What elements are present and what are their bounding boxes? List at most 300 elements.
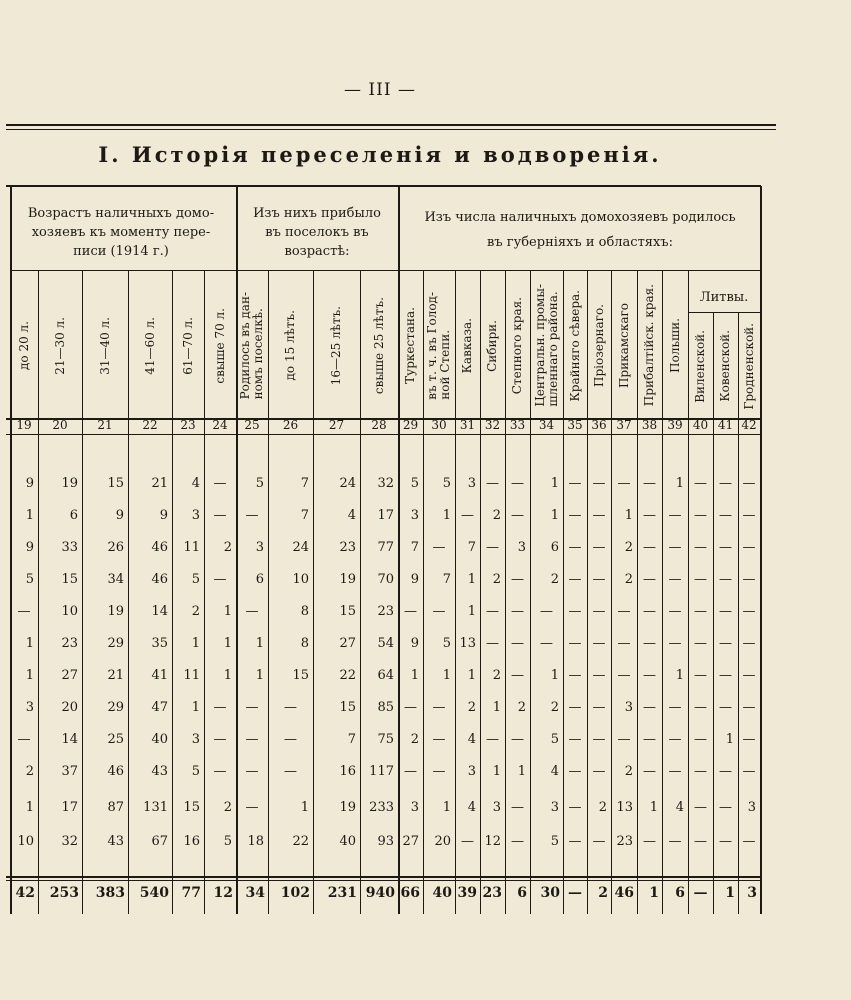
table-cell: — [284, 700, 297, 715]
table-cell: 14 [151, 604, 168, 619]
table-cell: — [694, 508, 707, 523]
total-cell: 102 [280, 885, 310, 901]
table-cell: 1 [442, 800, 451, 815]
table-cell: 2 [598, 800, 607, 815]
table-cell: 1 [442, 508, 451, 523]
table-cell: 1 [467, 572, 476, 587]
total-cell: 12 [213, 885, 233, 901]
table-cell: — [668, 508, 682, 523]
table-cell: — [461, 508, 474, 523]
table-cell: 12 [484, 834, 501, 849]
table-cell: — [643, 636, 656, 651]
table-cell: 4 [467, 800, 476, 815]
table-cell: 7 [467, 540, 476, 555]
table-cell: — [643, 540, 656, 555]
table-cell: — [694, 604, 707, 619]
total-cell: 34 [245, 885, 265, 901]
total-cell: 6 [675, 885, 685, 901]
column-header [313, 278, 360, 413]
total-cell: 540 [139, 885, 169, 901]
total-cell: 39 [457, 885, 477, 901]
table-cell: 2 [624, 572, 633, 587]
column-number: 26 [282, 418, 299, 432]
table-cell: 117 [369, 764, 394, 779]
column-header-label: Гродненской. [741, 322, 756, 410]
table-cell: — [694, 800, 707, 815]
total-cell: 1 [725, 885, 735, 901]
table-cell: 23 [616, 834, 633, 849]
table-cell: 3 [517, 540, 526, 555]
table-cell: 16 [339, 764, 356, 779]
total-cell: — [568, 885, 582, 901]
table-cell: — [694, 732, 707, 747]
table-cell: 40 [339, 834, 356, 849]
totals-top-rule [6, 876, 761, 878]
table-cell: — [719, 834, 732, 849]
header-rule [10, 270, 760, 271]
table-cell: — [668, 636, 682, 651]
table-cell: 47 [151, 700, 168, 715]
table-cell: — [17, 604, 31, 619]
table-cell: — [404, 700, 417, 715]
table-cell: 2 [550, 700, 559, 715]
top-rule [6, 124, 776, 126]
table-cell: — [511, 476, 524, 491]
table-cell: 2 [492, 572, 501, 587]
table-cell: 15 [339, 604, 356, 619]
column-header [398, 278, 423, 413]
table-cell: — [742, 508, 756, 523]
column-header-label: 16—25 лѣтъ. [329, 305, 343, 386]
table-cell: 2 [25, 764, 34, 779]
table-cell: — [592, 476, 606, 491]
column-header-label: до 20 л. [16, 321, 31, 370]
table-cell: 13 [459, 636, 476, 651]
born-group-header: Изъ числа наличныхъ домохозяевъ родилось въ губерніяхъ и областяхъ: [424, 210, 736, 250]
total-cell: 77 [181, 885, 201, 901]
table-cell: 19 [339, 800, 356, 815]
table-cell: 1 [25, 668, 34, 683]
table-cell: 64 [377, 668, 394, 683]
table-cell: 43 [151, 764, 168, 779]
table-cell: 2 [191, 604, 200, 619]
column-header-label: 31—40 л. [97, 316, 112, 375]
table-cell: 1 [442, 668, 451, 683]
table-cell: — [568, 700, 582, 715]
table-cell: 4 [191, 476, 200, 491]
column-header-label: Польши. [667, 318, 682, 373]
table-cell: 5 [25, 572, 34, 587]
table-cell: 7 [300, 508, 309, 523]
total-cell: — [693, 885, 708, 901]
table-cell: — [511, 572, 524, 587]
table-cell: — [432, 604, 446, 619]
total-cell: 383 [95, 885, 125, 901]
table-cell: — [668, 604, 682, 619]
table-cell: — [486, 540, 499, 555]
table-cell: 24 [339, 476, 356, 491]
table-cell: 9 [410, 572, 419, 587]
table-cell: — [213, 732, 227, 747]
table-cell: 6 [255, 572, 264, 587]
table-cell: — [643, 604, 656, 619]
table-cell: 4 [347, 508, 356, 523]
table-cell: 2 [223, 800, 232, 815]
table-cell: — [568, 540, 582, 555]
table-cell: 33 [61, 540, 78, 555]
total-cell: 2 [598, 885, 608, 901]
table-cell: 14 [61, 732, 78, 747]
table-cell: 3 [25, 700, 34, 715]
totals-top-rule-thin [6, 880, 761, 881]
table-cell: — [694, 636, 707, 651]
table-cell: 233 [369, 800, 394, 815]
table-cell: — [643, 764, 656, 779]
column-header [505, 278, 530, 413]
table-cell: — [486, 476, 499, 491]
table-cell: — [643, 476, 656, 491]
table-cell: — [694, 476, 707, 491]
table-cell: 5 [410, 476, 419, 491]
table-cell: — [511, 834, 524, 849]
table-cell: 25 [107, 732, 124, 747]
column-number: 23 [180, 418, 196, 432]
total-cell: 42 [15, 885, 35, 901]
table-cell: — [742, 540, 756, 555]
column-header [563, 278, 587, 413]
table-cell: 22 [292, 834, 309, 849]
total-cell: 3 [747, 885, 757, 901]
table-cell: 32 [377, 476, 394, 491]
table-cell: 1 [223, 636, 232, 651]
column-header-label: 21—30 л. [52, 316, 67, 375]
table-cell: 3 [492, 800, 501, 815]
page-number: — III — [344, 80, 416, 100]
table-cell: 15 [183, 800, 200, 815]
column-header-label: Центральн. промы- шленнаго района. [532, 284, 560, 407]
table-cell: — [404, 604, 417, 619]
total-cell: 1 [649, 885, 659, 901]
table-cell: 1 [550, 668, 559, 683]
table-cell: 21 [151, 476, 168, 491]
table-cell: 67 [151, 834, 168, 849]
table-cell: 1 [25, 508, 34, 523]
table-cell: 2 [492, 508, 501, 523]
table-cell: 15 [107, 476, 124, 491]
table-cell: — [568, 834, 582, 849]
column-number: 30 [431, 418, 447, 432]
column-header-label: 41—60 л. [142, 316, 157, 375]
table-cell: — [694, 700, 707, 715]
table-cell: — [568, 508, 582, 523]
table-cell: — [643, 732, 656, 747]
table-cell: — [486, 604, 499, 619]
table-cell: — [245, 604, 259, 619]
table-cell: 5 [550, 834, 559, 849]
title-rule [6, 185, 761, 187]
table-cell: — [719, 540, 732, 555]
table-cell: — [432, 700, 446, 715]
table-cell: — [213, 508, 227, 523]
column-header [172, 278, 204, 413]
column-header [38, 278, 82, 413]
total-cell: 940 [365, 885, 395, 901]
table-cell: — [568, 476, 582, 491]
table-cell: — [719, 700, 732, 715]
column-header-label: Кавказа. [460, 317, 474, 374]
table-cell: 11 [183, 540, 200, 555]
table-cell: 85 [377, 700, 394, 715]
table-cell: 7 [300, 476, 309, 491]
table-cell: 15 [61, 572, 78, 587]
data-top-rule [6, 434, 761, 435]
column-header [128, 278, 172, 413]
table-cell: 46 [107, 764, 124, 779]
column-number: 19 [16, 418, 32, 432]
column-number: 42 [741, 418, 757, 432]
table-cell: — [213, 572, 227, 587]
table-cell: 3 [467, 476, 476, 491]
table-cell: 1 [410, 668, 419, 683]
table-cell: — [742, 834, 756, 849]
column-number: 39 [667, 418, 683, 432]
table-cell: 2 [223, 540, 232, 555]
table-cell: — [213, 764, 227, 779]
table-cell: — [592, 604, 606, 619]
table-cell: 11 [183, 668, 200, 683]
column-header-label: 61—70 л. [180, 316, 195, 375]
table-cell: — [643, 572, 656, 587]
table-cell: 5 [442, 476, 451, 491]
column-header [236, 278, 268, 413]
table-cell: 15 [339, 700, 356, 715]
total-cell: 6 [517, 885, 527, 901]
column-number: 24 [212, 418, 228, 432]
table-cell: 10 [17, 834, 34, 849]
table-cell: — [284, 764, 297, 779]
column-header [82, 278, 128, 413]
total-cell: 30 [540, 885, 560, 901]
column-divider [760, 186, 762, 914]
table-cell: — [432, 764, 446, 779]
table-cell: — [432, 540, 446, 555]
table-cell: 75 [377, 732, 394, 747]
column-number: 29 [402, 418, 419, 432]
table-cell: — [742, 764, 756, 779]
table-cell: 41 [151, 668, 168, 683]
total-cell: 253 [49, 885, 79, 901]
table-cell: 5 [223, 834, 232, 849]
column-number: 40 [692, 418, 709, 432]
table-cell: — [719, 764, 732, 779]
table-cell: — [568, 636, 582, 651]
table-cell: 2 [550, 572, 559, 587]
column-header [662, 278, 688, 413]
table-cell: — [592, 572, 606, 587]
table-cell: 15 [292, 668, 309, 683]
table-cell: — [592, 834, 606, 849]
table-cell: 1 [25, 636, 34, 651]
table-cell: — [245, 508, 259, 523]
table-cell: 5 [550, 732, 559, 747]
column-number: 28 [371, 418, 387, 432]
table-cell: 1 [675, 668, 684, 683]
column-number: 21 [97, 418, 113, 432]
table-cell: 17 [377, 508, 394, 523]
column-number: 31 [459, 418, 476, 432]
table-cell: 23 [61, 636, 78, 651]
column-header-label: въ т. ч. въ Голод- ной Степи. [425, 291, 452, 400]
column-header [738, 318, 760, 414]
table-cell: 1 [492, 700, 501, 715]
table-cell: — [643, 668, 656, 683]
litvy-header: Литвы. [699, 290, 749, 305]
table-cell: — [540, 604, 553, 619]
table-cell: — [245, 700, 259, 715]
column-number: 41 [717, 418, 734, 432]
table-cell: 29 [107, 636, 124, 651]
table-cell: 2 [624, 540, 633, 555]
table-cell: 26 [107, 540, 124, 555]
column-header [423, 278, 455, 413]
table-cell: — [432, 732, 446, 747]
table-cell: — [668, 540, 682, 555]
table-cell: 1 [300, 800, 309, 815]
table-cell: 2 [467, 700, 476, 715]
table-cell: — [511, 636, 524, 651]
table-cell: 1 [517, 764, 526, 779]
table-cell: — [643, 508, 656, 523]
table-cell: 2 [624, 764, 633, 779]
column-header [713, 318, 738, 414]
table-cell: — [742, 572, 756, 587]
table-cell: 9 [115, 508, 124, 523]
table-cell: 1 [624, 508, 633, 523]
table-cell: — [617, 476, 631, 491]
column-header [455, 278, 480, 413]
total-cell: 46 [614, 885, 634, 901]
table-cell: 18 [247, 834, 264, 849]
table-cell: 1 [191, 636, 200, 651]
table-cell: — [511, 508, 524, 523]
column-header-label: Пріозернаго. [591, 303, 606, 387]
table-cell: 8 [300, 604, 309, 619]
column-header-label: Сибири. [485, 319, 499, 372]
table-cell: 3 [747, 800, 756, 815]
column-header [204, 278, 236, 413]
table-cell: — [568, 604, 582, 619]
table-cell: — [592, 508, 606, 523]
table-cell: 7 [442, 572, 451, 587]
table-cell: 9 [25, 476, 34, 491]
column-header-label: до 15 лѣтъ. [283, 310, 297, 381]
table-cell: — [17, 732, 31, 747]
table-cell: — [592, 732, 606, 747]
table-cell: 5 [191, 572, 200, 587]
table-cell: — [742, 636, 756, 651]
table-cell: 20 [61, 700, 78, 715]
table-cell: 3 [410, 800, 419, 815]
column-header-label: Прибалтійск. края. [642, 284, 656, 407]
table-cell: — [694, 540, 707, 555]
column-header [637, 278, 662, 413]
table-cell: — [245, 764, 259, 779]
table-cell: 3 [191, 508, 200, 523]
table-cell: — [694, 764, 707, 779]
table-cell: 40 [151, 732, 168, 747]
table-cell: — [742, 700, 756, 715]
table-cell: 1 [223, 668, 232, 683]
column-number: 33 [509, 418, 526, 432]
column-header-label: свыше 70 л. [212, 307, 227, 384]
table-cell: — [742, 732, 756, 747]
column-header [530, 278, 563, 413]
table-cell: — [694, 572, 707, 587]
table-cell: 5 [255, 476, 264, 491]
column-header-label: Родилось въ дан- номъ поселкѣ. [238, 291, 265, 400]
table-cell: 2 [492, 668, 501, 683]
column-number: 32 [484, 418, 501, 432]
table-cell: — [592, 636, 606, 651]
table-cell: — [694, 668, 707, 683]
column-header [480, 278, 505, 413]
table-cell: 5 [442, 636, 451, 651]
table-cell: 9 [25, 540, 34, 555]
table-cell: — [568, 800, 582, 815]
table-cell: 3 [410, 508, 419, 523]
column-number: 38 [641, 418, 658, 432]
table-cell: — [617, 668, 631, 683]
table-cell: 19 [107, 604, 124, 619]
table-cell: 2 [517, 700, 526, 715]
column-header-label: Степного края. [510, 296, 524, 395]
table-cell: — [213, 700, 227, 715]
table-cell: 3 [550, 800, 559, 815]
table-cell: 24 [292, 540, 309, 555]
column-header-label: свыше 25 лѣтъ. [371, 296, 386, 395]
table-cell: — [284, 732, 297, 747]
table-cell: 23 [339, 540, 356, 555]
table-cell: 13 [616, 800, 633, 815]
table-cell: 93 [377, 834, 394, 849]
table-cell: 27 [61, 668, 78, 683]
table-cell: — [245, 800, 259, 815]
table-cell: — [568, 764, 582, 779]
table-cell: 3 [624, 700, 633, 715]
table-cell: 87 [107, 800, 124, 815]
table-cell: 10 [61, 604, 78, 619]
table-cell: 77 [377, 540, 394, 555]
total-cell: 231 [327, 885, 357, 901]
table-cell: — [511, 604, 524, 619]
table-cell: — [568, 572, 582, 587]
table-cell: 54 [377, 636, 394, 651]
table-cell: 9 [159, 508, 168, 523]
column-header [688, 318, 713, 414]
table-cell: 1 [649, 800, 658, 815]
table-cell: 20 [434, 834, 451, 849]
table-cell: 3 [467, 764, 476, 779]
table-cell: — [668, 834, 682, 849]
table-cell: 4 [550, 764, 559, 779]
column-header [611, 278, 637, 413]
table-cell: — [643, 700, 656, 715]
table-cell: 46 [151, 540, 168, 555]
table-cell: 46 [151, 572, 168, 587]
column-number: 27 [328, 418, 345, 432]
table-cell: — [592, 764, 606, 779]
table-cell: — [719, 476, 732, 491]
